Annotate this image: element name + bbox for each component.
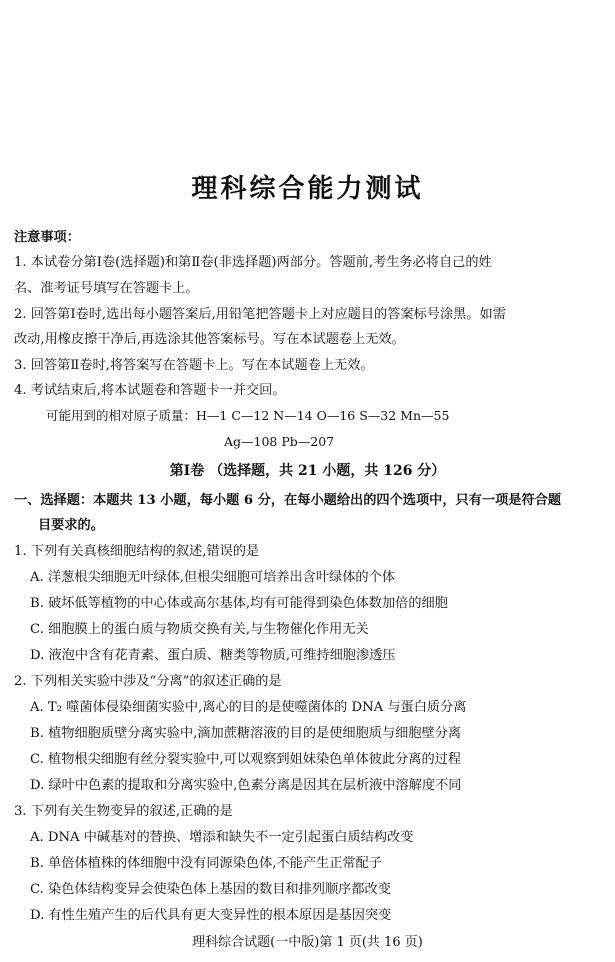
question-stem: 3. 下列有关生物变异的叙述,正确的是 [14,804,233,819]
notice-line: 3. 回答第Ⅱ卷时,将答案写在答题卡上。写在本试题卷上无效。 [14,358,374,373]
question-option: A. DNA 中碱基对的替换、增添和缺失不一定引起蛋白质结构改变 [30,830,414,845]
notice-line: 改动,用橡皮擦干净后,再选涂其他答案标号。写在本试题卷上无效。 [14,332,405,347]
page-title: 理科综合能力测试 [191,174,424,204]
section-title: 第Ⅰ卷 （选择题，共 21 小题，共 126 分） [169,463,446,479]
question-option: A. 洋葱根尖细胞无叶绿体,但根尖细胞可培养出含叶绿体的个体 [30,570,395,585]
question-option: B. 植物细胞质壁分离实验中,滴加蔗糖溶液的目的是使细胞质与细胞壁分离 [30,726,462,741]
question-option: B. 破坏低等植物的中心体或高尔基体,均有可能得到染色体数加倍的细胞 [30,596,448,611]
notice-line: 4. 考试结束后,将本试题卷和答题卡一并交回。 [14,383,286,398]
atomic-mass-line: Ag—108 Pb—207 [224,434,335,449]
question-option: D. 液泡中含有花青素、蛋白质、糖类等物质,可维持细胞渗透压 [30,648,396,663]
section-instruction: 一、选择题：本题共 13 小题，每小题 6 分，在每小题给出的四个选项中，只有一项是符合题 [14,493,562,508]
question-option: A. T₂ 噬菌体侵染细菌实验中,离心的目的是使噬菌体的 DNA 与蛋白质分离 [30,700,467,715]
notice-line: 名、准考证号填写在答题卡上。 [14,281,199,296]
question-stem: 2. 下列相关实验中涉及“分离”的叙述正确的是 [14,674,282,689]
atomic-mass-line: 可能用到的相对原子质量：H—1 C—12 N—14 O—16 S—32 Mn—55 [46,408,450,423]
page-footer: 理科综合试题(一中版)第 1 页(共 16 页) [192,935,423,950]
question-option: C. 植物根尖细胞有丝分裂实验中,可以观察到姐妹染色单体彼此分离的过程 [30,752,462,767]
question-option: D. 有性生殖产生的后代具有更大变异性的根本原因是基因突变 [30,908,392,923]
question-option: D. 绿叶中色素的提取和分离实验中,色素分离是因其在层析液中溶解度不同 [30,778,462,793]
question-option: C. 细胞膜上的蛋白质与物质交换有关,与生物催化作用无关 [30,622,369,637]
question-option: B. 单倍体植株的体细胞中没有同源染色体,不能产生正常配子 [30,856,382,871]
section-instruction: 目要求的。 [38,518,104,533]
notice-line: 1. 本试卷分第Ⅰ卷(选择题)和第Ⅱ卷(非选择题)两部分。答题前,考生务必将自己的姓 [14,255,492,270]
question-option: C. 染色体结构变异会使染色体上基因的数目和排列顺序都改变 [30,882,391,897]
question-stem: 1. 下列有关真核细胞结构的叙述,错误的是 [14,544,260,559]
notice-line: 2. 回答第Ⅰ卷时,选出每小题答案后,用铅笔把答题卡上对应题目的答案标号涂黑。如需 [14,307,506,322]
notice-heading: 注意事项： [14,230,80,245]
